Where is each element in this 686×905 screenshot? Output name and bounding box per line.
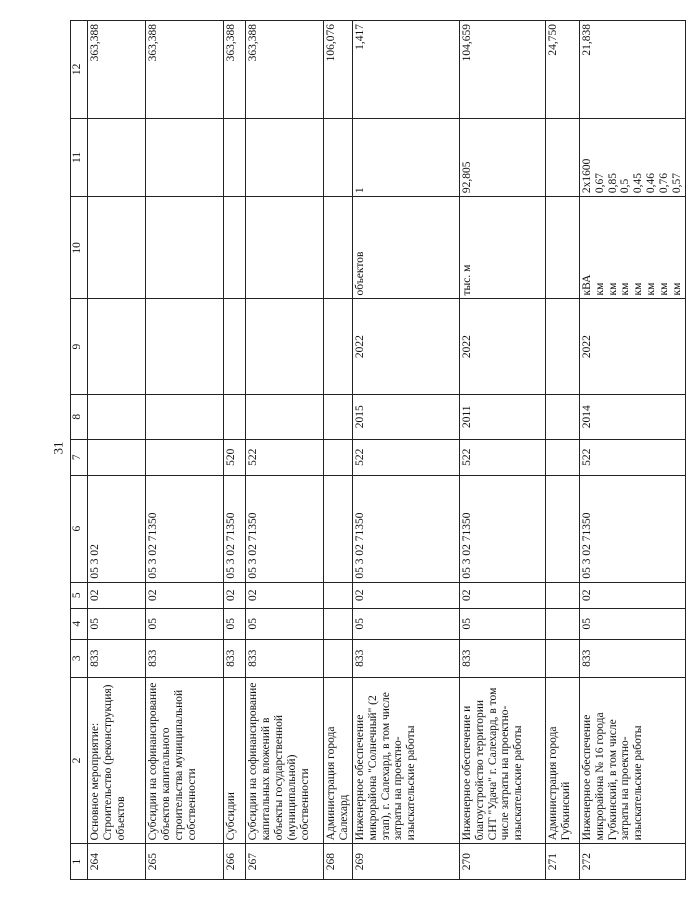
cell-col-1: 272 <box>579 844 685 880</box>
column-header: 5 <box>71 582 88 608</box>
cell-col-7 <box>545 439 579 475</box>
cell-col-7: 522 <box>352 439 459 475</box>
cell-col-1: 266 <box>224 844 246 880</box>
cell-col-11 <box>246 118 324 197</box>
cell-col-11 <box>224 118 246 197</box>
cell-col-11: 92,805 <box>459 118 545 197</box>
cell-col-3: 833 <box>246 639 324 677</box>
cell-col-3: 833 <box>146 639 224 677</box>
cell-col-9 <box>246 299 324 394</box>
cell-col-10 <box>545 197 579 299</box>
cell-col-9 <box>88 299 146 394</box>
cell-col-6: 05 3 02 71350 <box>579 475 685 582</box>
cell-col-5: 02 <box>579 582 685 608</box>
cell-col-11 <box>545 118 579 197</box>
cell-col-4: 05 <box>88 608 146 639</box>
cell-col-11: 2х1600 0,67 0,85 0,5 0,45 0,46 0,76 0,57 <box>579 118 685 197</box>
cell-col-8 <box>324 394 353 439</box>
cell-col-12: 21,838 <box>579 21 685 119</box>
table-body <box>88 21 686 880</box>
cell-col-8 <box>146 394 224 439</box>
cell-col-3: 833 <box>459 639 545 677</box>
budget-table <box>70 20 686 880</box>
cell-col-4: 05 <box>459 608 545 639</box>
cell-col-10: тыс. м <box>459 197 545 299</box>
column-header: 10 <box>71 197 88 299</box>
cell-col-2: Инженерное обеспечение микрорайона "Солнечный" (2 этап), г. Салехард, в том числе затраты на проектно-изыскательские работы <box>352 677 459 844</box>
cell-col-3 <box>324 639 353 677</box>
cell-col-3 <box>545 639 579 677</box>
cell-col-5 <box>324 582 353 608</box>
cell-col-10 <box>88 197 146 299</box>
cell-col-6 <box>545 475 579 582</box>
cell-col-2: Субсидии на софинансирование капитальных вложений в объекты государственной (муниципальной) собственности <box>246 677 324 844</box>
cell-col-2: Основное мероприятие: Строительство (реконструкция) объектов <box>88 677 146 844</box>
cell-col-2: Инженерное обеспечение микрорайона № 16 города Губкинский, в том числе затраты на проектно-изыскательские работы <box>579 677 685 844</box>
header-row <box>71 21 88 880</box>
cell-col-2: Администрация города Салехард <box>324 677 353 844</box>
cell-col-6: 05 3 02 <box>88 475 146 582</box>
cell-col-3: 833 <box>224 639 246 677</box>
cell-col-8 <box>88 394 146 439</box>
column-header: 6 <box>71 475 88 582</box>
column-header: 3 <box>71 639 88 677</box>
cell-col-5: 02 <box>88 582 146 608</box>
cell-col-1: 269 <box>352 844 459 880</box>
cell-col-2: Администрация города Губкинский <box>545 677 579 844</box>
cell-col-5: 02 <box>352 582 459 608</box>
cell-col-1: 270 <box>459 844 545 880</box>
cell-col-6: 05 3 02 71350 <box>146 475 224 582</box>
cell-col-3: 833 <box>579 639 685 677</box>
cell-col-7 <box>146 439 224 475</box>
cell-col-4: 05 <box>146 608 224 639</box>
cell-col-7 <box>324 439 353 475</box>
cell-col-6: 05 3 02 71350 <box>352 475 459 582</box>
cell-col-4: 05 <box>224 608 246 639</box>
cell-col-12: 104,659 <box>459 21 545 119</box>
table-row <box>352 21 459 880</box>
cell-col-9 <box>146 299 224 394</box>
cell-col-8 <box>246 394 324 439</box>
cell-col-12: 363,388 <box>246 21 324 119</box>
cell-col-2: Инженерное обеспечение и благоустройство территории СНТ "Удача" г. Салехард, в том числе затраты на проектно-изыскательские работы <box>459 677 545 844</box>
cell-col-12: 363,388 <box>146 21 224 119</box>
cell-col-9: 2022 <box>459 299 545 394</box>
cell-col-12: 24,750 <box>545 21 579 119</box>
cell-col-4: 05 <box>352 608 459 639</box>
cell-col-11: 1 <box>352 118 459 197</box>
cell-col-3: 833 <box>88 639 146 677</box>
cell-col-7: 520 <box>224 439 246 475</box>
cell-col-9 <box>224 299 246 394</box>
table-row <box>324 21 353 880</box>
cell-col-4: 05 <box>246 608 324 639</box>
cell-col-12: 363,388 <box>224 21 246 119</box>
cell-col-11 <box>324 118 353 197</box>
cell-col-11 <box>88 118 146 197</box>
table-row <box>246 21 324 880</box>
cell-col-6: 05 3 02 71350 <box>246 475 324 582</box>
cell-col-12: 106,076 <box>324 21 353 119</box>
page-number: 31 <box>50 441 66 455</box>
cell-col-11 <box>146 118 224 197</box>
cell-col-4 <box>324 608 353 639</box>
table-row <box>146 21 224 880</box>
cell-col-12: 363,388 <box>88 21 146 119</box>
cell-col-10 <box>224 197 246 299</box>
column-header: 8 <box>71 394 88 439</box>
cell-col-10: объектов <box>352 197 459 299</box>
table-row <box>88 21 146 880</box>
column-header: 1 <box>71 844 88 880</box>
cell-col-6: 05 3 02 71350 <box>459 475 545 582</box>
cell-col-1: 267 <box>246 844 324 880</box>
column-header: 12 <box>71 21 88 119</box>
column-header: 11 <box>71 118 88 197</box>
cell-col-10 <box>246 197 324 299</box>
column-header: 9 <box>71 299 88 394</box>
cell-col-9: 2022 <box>579 299 685 394</box>
cell-col-8: 2015 <box>352 394 459 439</box>
cell-col-7 <box>88 439 146 475</box>
column-header: 7 <box>71 439 88 475</box>
column-header: 2 <box>71 677 88 844</box>
cell-col-1: 271 <box>545 844 579 880</box>
table-row <box>224 21 246 880</box>
cell-col-5: 02 <box>146 582 224 608</box>
cell-col-4 <box>545 608 579 639</box>
cell-col-9: 2022 <box>352 299 459 394</box>
cell-col-12: 1,417 <box>352 21 459 119</box>
cell-col-1: 264 <box>88 844 146 880</box>
cell-col-8: 2014 <box>579 394 685 439</box>
cell-col-10 <box>146 197 224 299</box>
cell-col-5: 02 <box>459 582 545 608</box>
cell-col-6: 05 3 02 71350 <box>224 475 246 582</box>
rotated-table-wrapper <box>70 20 683 880</box>
table-row <box>579 21 685 880</box>
column-header: 4 <box>71 608 88 639</box>
cell-col-7: 522 <box>459 439 545 475</box>
cell-col-9 <box>324 299 353 394</box>
cell-col-9 <box>545 299 579 394</box>
cell-col-1: 268 <box>324 844 353 880</box>
cell-col-10 <box>324 197 353 299</box>
cell-col-8 <box>224 394 246 439</box>
cell-col-7: 522 <box>579 439 685 475</box>
cell-col-3: 833 <box>352 639 459 677</box>
cell-col-5: 02 <box>246 582 324 608</box>
cell-col-8: 2011 <box>459 394 545 439</box>
cell-col-8 <box>545 394 579 439</box>
table-row <box>459 21 545 880</box>
table-row <box>545 21 579 880</box>
cell-col-7: 522 <box>246 439 324 475</box>
cell-col-5: 02 <box>224 582 246 608</box>
cell-col-1: 265 <box>146 844 224 880</box>
cell-col-4: 05 <box>579 608 685 639</box>
cell-col-6 <box>324 475 353 582</box>
cell-col-10: кВА км км км км км км км <box>579 197 685 299</box>
cell-col-2: Субсидии на софинансирование объектов капитального строительства муниципальной собственности <box>146 677 224 844</box>
cell-col-5 <box>545 582 579 608</box>
cell-col-2: Субсидии <box>224 677 246 844</box>
